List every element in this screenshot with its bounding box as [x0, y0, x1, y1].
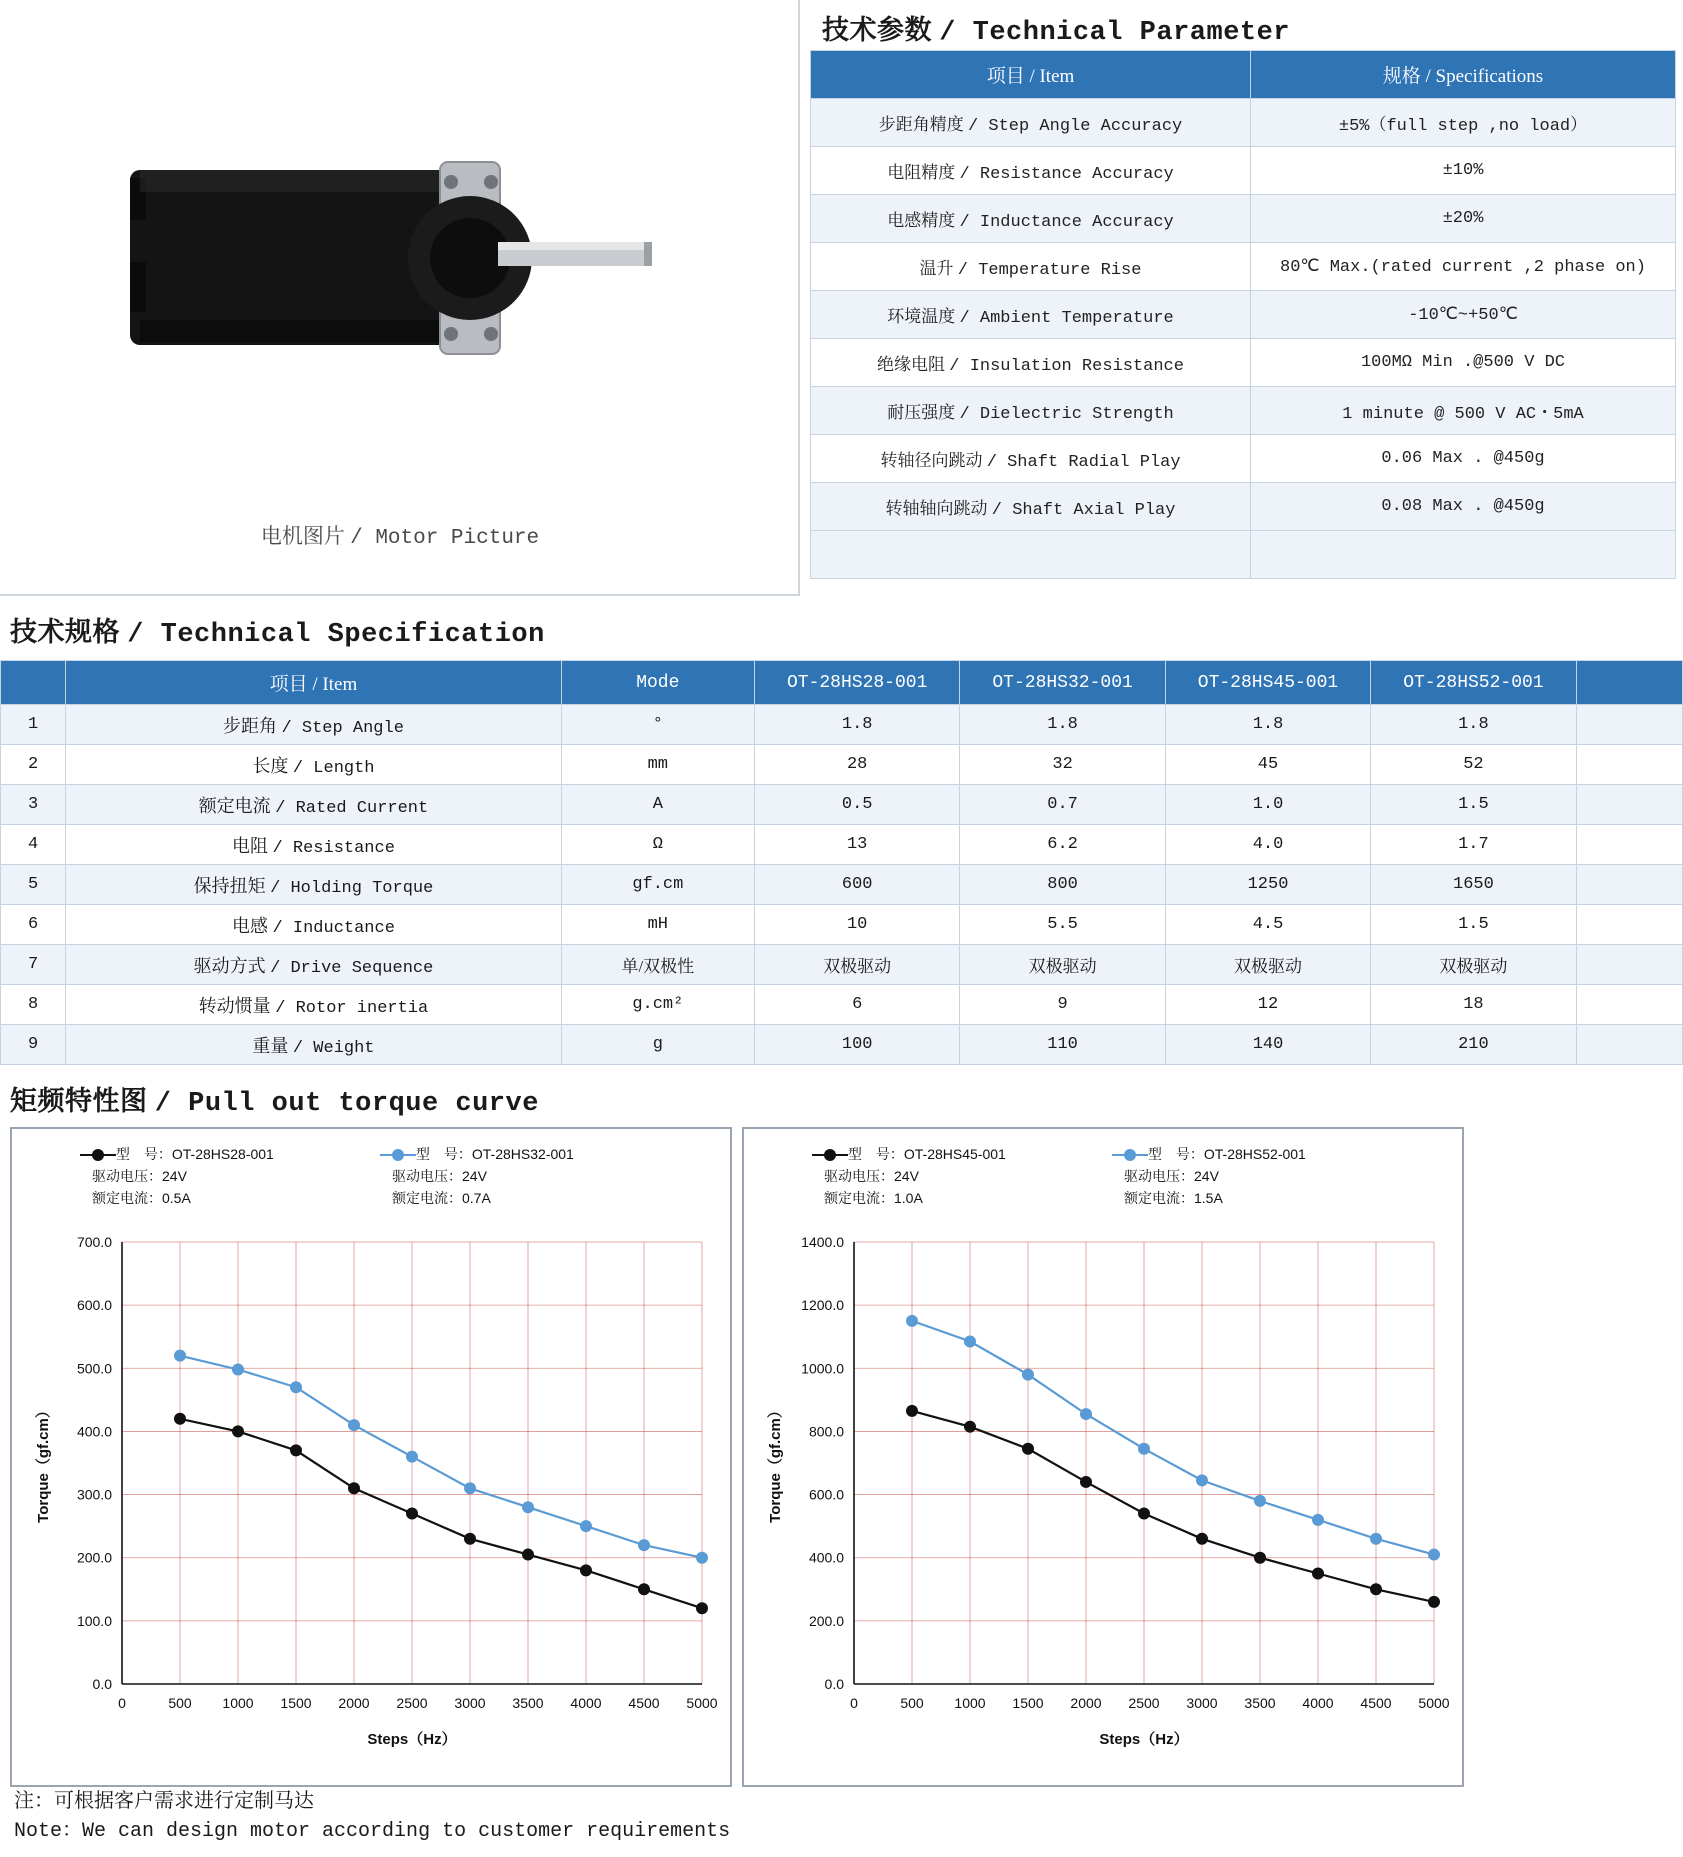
legend-voltage-label: 驱动电压： [92, 1168, 162, 1184]
top-section [0, 0, 1683, 596]
legend-model-value: OT-28HS32-001 [471, 1146, 574, 1162]
svg-text:4500: 4500 [628, 1695, 660, 1711]
ts-v3-0: 1.8 [1165, 705, 1370, 745]
ts-v4-5: 1.5 [1371, 905, 1576, 945]
legend-current [1124, 1187, 1306, 1209]
table-row [811, 243, 1676, 291]
charts-row [0, 1127, 1683, 1787]
legend-current-label: 额定电流： [1124, 1190, 1194, 1206]
tp-item-cn: 温升 [919, 258, 954, 278]
tp-item-en: / Inductance Accuracy [959, 212, 1174, 232]
ts-item-en: / Rated Current [275, 798, 429, 818]
svg-text:2500: 2500 [1128, 1695, 1160, 1711]
legend-entry [92, 1143, 274, 1165]
legend-voltage-label: 驱动电压： [824, 1168, 894, 1184]
svg-text:100.0: 100.0 [76, 1612, 112, 1629]
table-row [1, 865, 1683, 905]
ts-item-1 [66, 745, 561, 785]
table-row [811, 291, 1676, 339]
svg-text:4500: 4500 [1360, 1695, 1392, 1711]
ts-v1-2: 0.5 [754, 785, 959, 825]
note-cn: 注：可根据客户需求进行定制马达 [14, 1790, 314, 1812]
legend-model-label: 型 号： [115, 1146, 172, 1162]
svg-text:4000: 4000 [570, 1695, 602, 1711]
tp-spec-8: 0.08 Max . @450g [1251, 483, 1676, 531]
legend-current [392, 1187, 574, 1209]
tp-item-cn: 电感精度 [887, 210, 956, 230]
pull-out-torque-title [0, 1065, 1683, 1127]
ts-mode-4: gf.cm [561, 865, 754, 905]
tp-item-0 [811, 99, 1251, 147]
table-row [1, 825, 1683, 865]
ts-item-en: / Holding Torque [270, 878, 434, 898]
ts-v4-2: 1.5 [1371, 785, 1576, 825]
svg-text:500.0: 500.0 [76, 1360, 112, 1377]
ts-v1-6: 双极驱动 [754, 945, 959, 985]
ts-mode-1: mm [561, 745, 754, 785]
table-row [1, 1025, 1683, 1065]
svg-text:3000: 3000 [454, 1695, 486, 1711]
ts-header-item: 项目 / Item [66, 661, 561, 705]
table-row [811, 195, 1676, 243]
ts-v2-4: 800 [960, 865, 1165, 905]
pull-out-torque-section [0, 1065, 1683, 1787]
tp-blank-spec [1251, 531, 1676, 579]
ts-v3-1: 45 [1165, 745, 1370, 785]
ts-no-1: 2 [1, 745, 66, 785]
ts-tail-7 [1576, 985, 1682, 1025]
ts-header-model-3: OT-28HS45-001 [1165, 661, 1370, 705]
svg-text:0: 0 [118, 1695, 126, 1711]
svg-text:2500: 2500 [396, 1695, 428, 1711]
tp-item-en: / Temperature Rise [957, 260, 1142, 280]
ts-v4-7: 18 [1371, 985, 1576, 1025]
svg-text:500: 500 [168, 1695, 192, 1711]
ts-item-en: / Step Angle [281, 718, 404, 738]
chart-2 [742, 1127, 1464, 1787]
table-row [811, 147, 1676, 195]
svg-text:5000: 5000 [1418, 1695, 1450, 1711]
tp-spec-5: 100MΩ Min .@500 V DC [1251, 339, 1676, 387]
tp-header-spec: 规格 / Specifications [1251, 51, 1676, 99]
ts-item-cn: 保持扭矩 [193, 875, 266, 896]
svg-text:Steps（Hz）: Steps（Hz） [367, 1731, 457, 1748]
svg-text:5000: 5000 [686, 1695, 718, 1711]
ts-v1-3: 13 [754, 825, 959, 865]
chart-1-legend-series-0 [92, 1143, 274, 1209]
table-row [811, 483, 1676, 531]
tp-item-cn: 电阻精度 [887, 162, 956, 182]
tp-item-cn: 环境温度 [887, 306, 956, 326]
legend-voltage [92, 1165, 274, 1187]
legend-model-label: 型 号： [847, 1146, 904, 1162]
ts-item-cn: 电阻 [231, 835, 268, 856]
ts-header-no [1, 661, 66, 705]
note-en: Note：We can design motor according to customer requirements [14, 1820, 731, 1843]
ts-item-8 [66, 1025, 561, 1065]
technical-parameter-title [822, 8, 1290, 48]
tp-spec-4: -10℃~+50℃ [1251, 291, 1676, 339]
ts-v3-3: 4.0 [1165, 825, 1370, 865]
ts-mode-0: ° [561, 705, 754, 745]
legend-marker-icon [1124, 1149, 1136, 1161]
svg-text:1200.0: 1200.0 [801, 1297, 844, 1314]
legend-current [824, 1187, 1006, 1209]
legend-voltage-label: 驱动电压： [1124, 1168, 1194, 1184]
ts-header-mode: Mode [561, 661, 754, 705]
legend-entry [392, 1143, 574, 1165]
table-row [811, 435, 1676, 483]
ts-v1-8: 100 [754, 1025, 959, 1065]
ts-tail-8 [1576, 1025, 1682, 1065]
legend-voltage-value: 24V [162, 1168, 187, 1184]
ts-v3-6: 双极驱动 [1165, 945, 1370, 985]
chart-2-legend-series-0 [824, 1143, 1006, 1209]
svg-text:Steps（Hz）: Steps（Hz） [1099, 1731, 1189, 1748]
svg-text:3000: 3000 [1186, 1695, 1218, 1711]
ts-v3-4: 1250 [1165, 865, 1370, 905]
legend-current-value: 0.7A [462, 1190, 491, 1206]
svg-text:3500: 3500 [1244, 1695, 1276, 1711]
ts-item-cn: 重量 [252, 1035, 289, 1056]
svg-text:0.0: 0.0 [824, 1676, 844, 1692]
technical-parameter-table [810, 50, 1676, 579]
ts-no-7: 8 [1, 985, 66, 1025]
svg-text:300.0: 300.0 [76, 1486, 112, 1503]
table-row [1, 985, 1683, 1025]
ts-no-2: 3 [1, 785, 66, 825]
chart-2-legend [744, 1143, 1462, 1229]
ts-no-0: 1 [1, 705, 66, 745]
table-row [1, 945, 1683, 985]
legend-entry [1124, 1143, 1306, 1165]
ts-mode-6: 单/双极性 [561, 945, 754, 985]
ts-title-en: / Technical Specification [127, 620, 545, 650]
ts-item-cn: 长度 [252, 755, 289, 776]
svg-text:1000.0: 1000.0 [801, 1360, 844, 1377]
svg-text:200.0: 200.0 [76, 1549, 112, 1566]
table-row [1, 905, 1683, 945]
technical-specification-table [0, 660, 1683, 1065]
ts-v4-4: 1650 [1371, 865, 1576, 905]
technical-specification-section [0, 596, 1683, 1065]
tp-item-cn: 转轴径向跳动 [880, 450, 983, 470]
svg-text:1500: 1500 [1012, 1695, 1044, 1711]
ts-mode-7: g.cm² [561, 985, 754, 1025]
legend-voltage [392, 1165, 574, 1187]
legend-model-label: 型 号： [415, 1146, 472, 1162]
motor-picture-panel [0, 0, 800, 596]
ts-tail-3 [1576, 825, 1682, 865]
svg-text:1000: 1000 [954, 1695, 986, 1711]
table-header-row [1, 661, 1683, 705]
svg-text:700.0: 700.0 [76, 1234, 112, 1250]
ts-v3-2: 1.0 [1165, 785, 1370, 825]
tp-item-en: / Step Angle Accuracy [968, 116, 1183, 136]
svg-text:Torque（gf.cm）: Torque（gf.cm） [35, 1403, 52, 1523]
legend-model-value: OT-28HS28-001 [171, 1146, 274, 1162]
tp-item-7 [811, 435, 1251, 483]
tp-item-en: / Ambient Temperature [959, 308, 1174, 328]
tp-item-8 [811, 483, 1251, 531]
legend-voltage-label: 驱动电压： [392, 1168, 462, 1184]
svg-text:2000: 2000 [1070, 1695, 1102, 1711]
svg-text:800.0: 800.0 [808, 1423, 844, 1440]
ts-item-4 [66, 865, 561, 905]
svg-text:600.0: 600.0 [808, 1486, 844, 1503]
table-row [1, 745, 1683, 785]
ts-item-7 [66, 985, 561, 1025]
chart-1 [10, 1127, 732, 1787]
ts-item-en: / Weight [292, 1038, 375, 1058]
tp-item-3 [811, 243, 1251, 291]
legend-current-label: 额定电流： [824, 1190, 894, 1206]
ts-item-cn: 额定电流 [198, 795, 271, 816]
note-block [14, 1784, 730, 1843]
table-row [1, 785, 1683, 825]
ts-v2-1: 32 [960, 745, 1165, 785]
ts-item-cn: 转动惯量 [198, 995, 271, 1016]
ts-v4-8: 210 [1371, 1025, 1576, 1065]
motor-caption-en: / Motor Picture [350, 527, 540, 550]
technical-specification-title [0, 596, 1683, 660]
legend-current-value: 0.5A [162, 1190, 191, 1206]
tp-spec-6: 1 minute @ 500 V AC・5mA [1251, 387, 1676, 435]
chart-1-legend [12, 1143, 730, 1229]
tp-spec-0: ±5%（full step ,no load） [1251, 99, 1676, 147]
legend-current-label: 额定电流： [92, 1190, 162, 1206]
svg-text:400.0: 400.0 [808, 1549, 844, 1566]
tp-item-2 [811, 195, 1251, 243]
svg-text:400.0: 400.0 [76, 1423, 112, 1440]
ts-v2-6: 双极驱动 [960, 945, 1165, 985]
ts-v2-2: 0.7 [960, 785, 1165, 825]
ts-no-4: 5 [1, 865, 66, 905]
svg-text:600.0: 600.0 [76, 1297, 112, 1314]
svg-text:1500: 1500 [280, 1695, 312, 1711]
svg-text:0: 0 [850, 1695, 858, 1711]
svg-text:200.0: 200.0 [808, 1612, 844, 1629]
tp-spec-3: 80℃ Max.(rated current ,2 phase on) [1251, 243, 1676, 291]
ts-mode-3: Ω [561, 825, 754, 865]
chart-1-legend-series-1 [392, 1143, 574, 1209]
legend-marker-icon [824, 1149, 836, 1161]
table-row [1, 705, 1683, 745]
legend-current [92, 1187, 274, 1209]
ts-v1-4: 600 [754, 865, 959, 905]
ts-tail-1 [1576, 745, 1682, 785]
tp-item-5 [811, 339, 1251, 387]
chart-1-plot [12, 1224, 734, 1784]
motor-caption-cn: 电机图片 [260, 524, 345, 548]
ts-title-cn: 技术规格 [10, 617, 120, 647]
ts-header-model-1: OT-28HS28-001 [754, 661, 959, 705]
tp-spec-2: ±20% [1251, 195, 1676, 243]
ts-item-6 [66, 945, 561, 985]
legend-voltage-value: 24V [1194, 1168, 1219, 1184]
ts-v4-0: 1.8 [1371, 705, 1576, 745]
ts-v1-1: 28 [754, 745, 959, 785]
legend-marker-icon [92, 1149, 104, 1161]
tp-item-1 [811, 147, 1251, 195]
ts-header-model-2: OT-28HS32-001 [960, 661, 1165, 705]
tp-spec-1: ±10% [1251, 147, 1676, 195]
tp-item-en: / Insulation Resistance [949, 356, 1184, 376]
svg-text:4000: 4000 [1302, 1695, 1334, 1711]
ts-mode-2: A [561, 785, 754, 825]
ts-v1-7: 6 [754, 985, 959, 1025]
ts-item-cn: 步距角 [222, 715, 277, 736]
ts-v1-5: 10 [754, 905, 959, 945]
tp-item-cn: 转轴轴向跳动 [885, 498, 988, 518]
legend-model-value: OT-28HS45-001 [903, 1146, 1006, 1162]
ts-item-0 [66, 705, 561, 745]
chart-2-plot [744, 1224, 1466, 1784]
tp-item-cn: 绝缘电阻 [877, 354, 946, 374]
pot-title-en: / Pull out torque curve [154, 1089, 539, 1119]
svg-text:1400.0: 1400.0 [801, 1234, 844, 1250]
ts-header-tail [1576, 661, 1682, 705]
table-header-row [811, 51, 1676, 99]
table-row-spacer [811, 531, 1676, 579]
ts-item-3 [66, 825, 561, 865]
tp-title-cn: 技术参数 [822, 15, 932, 45]
tp-title-en: / Technical Parameter [939, 18, 1291, 48]
ts-tail-2 [1576, 785, 1682, 825]
legend-current-value: 1.5A [1194, 1190, 1223, 1206]
ts-v3-7: 12 [1165, 985, 1370, 1025]
ts-v4-6: 双极驱动 [1371, 945, 1576, 985]
ts-tail-5 [1576, 905, 1682, 945]
legend-voltage-value: 24V [462, 1168, 487, 1184]
ts-no-5: 6 [1, 905, 66, 945]
ts-no-8: 9 [1, 1025, 66, 1065]
tp-item-4 [811, 291, 1251, 339]
table-row [811, 339, 1676, 387]
ts-v3-8: 140 [1165, 1025, 1370, 1065]
ts-item-en: / Drive Sequence [270, 958, 434, 978]
legend-current-value: 1.0A [894, 1190, 923, 1206]
tp-blank-item [811, 531, 1251, 579]
svg-text:0.0: 0.0 [92, 1676, 112, 1692]
svg-text:Torque（gf.cm）: Torque（gf.cm） [767, 1403, 784, 1523]
svg-text:1000: 1000 [222, 1695, 254, 1711]
legend-voltage-value: 24V [894, 1168, 919, 1184]
ts-tail-6 [1576, 945, 1682, 985]
table-row [811, 99, 1676, 147]
svg-text:3500: 3500 [512, 1695, 544, 1711]
ts-v3-5: 4.5 [1165, 905, 1370, 945]
chart-2-legend-series-1 [1124, 1143, 1306, 1209]
table-row [811, 387, 1676, 435]
ts-mode-8: g [561, 1025, 754, 1065]
ts-v4-3: 1.7 [1371, 825, 1576, 865]
ts-v2-3: 6.2 [960, 825, 1165, 865]
motor-image [110, 150, 690, 380]
ts-v2-5: 5.5 [960, 905, 1165, 945]
ts-item-en: / Resistance [272, 838, 395, 858]
ts-v2-0: 1.8 [960, 705, 1165, 745]
ts-item-en: / Rotor inertia [275, 998, 429, 1018]
legend-voltage [1124, 1165, 1306, 1187]
ts-tail-4 [1576, 865, 1682, 905]
tp-header-item: 项目 / Item [811, 51, 1251, 99]
legend-marker-icon [392, 1149, 404, 1161]
legend-current-label: 额定电流： [392, 1190, 462, 1206]
svg-text:2000: 2000 [338, 1695, 370, 1711]
motor-picture-caption [0, 520, 800, 550]
ts-no-3: 4 [1, 825, 66, 865]
ts-v1-0: 1.8 [754, 705, 959, 745]
tp-item-en: / Resistance Accuracy [959, 164, 1174, 184]
ts-item-5 [66, 905, 561, 945]
ts-v4-1: 52 [1371, 745, 1576, 785]
ts-item-cn: 驱动方式 [193, 955, 266, 976]
tp-item-en: / Shaft Axial Play [991, 500, 1176, 520]
ts-item-2 [66, 785, 561, 825]
tp-item-en: / Dielectric Strength [959, 404, 1174, 424]
ts-item-en: / Length [292, 758, 375, 778]
ts-item-cn: 电感 [231, 915, 268, 936]
ts-mode-5: mH [561, 905, 754, 945]
tp-item-6 [811, 387, 1251, 435]
pot-title-cn: 矩频特性图 [10, 1086, 148, 1116]
legend-model-label: 型 号： [1147, 1146, 1204, 1162]
legend-voltage [824, 1165, 1006, 1187]
ts-no-6: 7 [1, 945, 66, 985]
ts-v2-7: 9 [960, 985, 1165, 1025]
ts-item-en: / Inductance [272, 918, 395, 938]
tp-item-cn: 耐压强度 [887, 402, 956, 422]
technical-parameter-panel [800, 0, 1683, 596]
ts-v2-8: 110 [960, 1025, 1165, 1065]
legend-model-value: OT-28HS52-001 [1203, 1146, 1306, 1162]
tp-item-cn: 步距角精度 [878, 114, 964, 134]
ts-header-model-4: OT-28HS52-001 [1371, 661, 1576, 705]
tp-item-en: / Shaft Radial Play [986, 452, 1181, 472]
legend-entry [824, 1143, 1006, 1165]
svg-text:500: 500 [900, 1695, 924, 1711]
ts-tail-0 [1576, 705, 1682, 745]
tp-spec-7: 0.06 Max . @450g [1251, 435, 1676, 483]
